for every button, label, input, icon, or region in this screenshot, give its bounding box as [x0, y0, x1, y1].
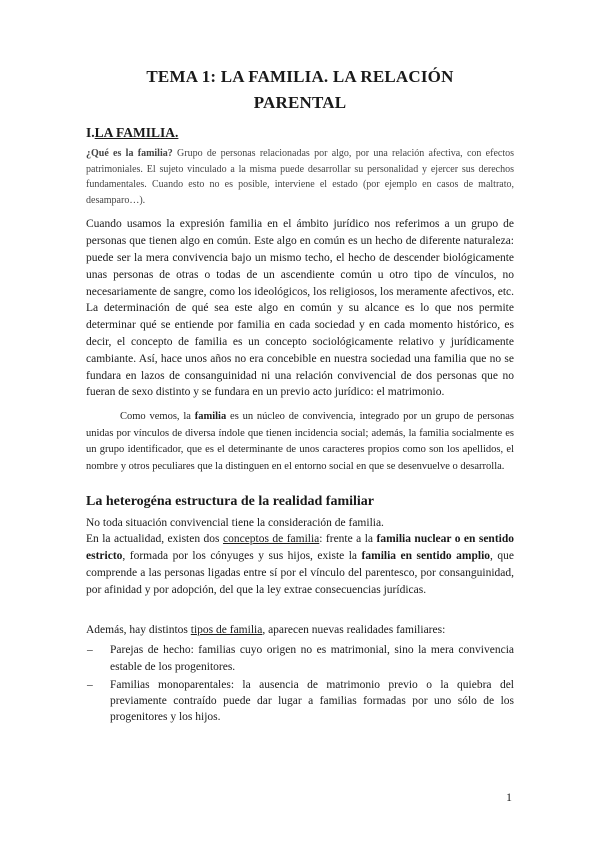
dash-bullet: – — [87, 644, 93, 657]
paragraph-2-bold: familia — [194, 411, 227, 423]
types-paragraph — [86, 622, 514, 639]
section-heading-1 — [86, 124, 514, 142]
paragraph-2 — [86, 409, 514, 475]
intro-paragraph — [86, 146, 514, 208]
section-heading-2: La heterogéna estructura de la realidad familiar — [86, 493, 374, 509]
page-number: 1 — [506, 790, 512, 804]
section-2-line-1: No toda situación convivencial tiene la consideración de familia. — [86, 516, 384, 529]
s2-bold-nuclear: familia nuclear o en sentido estricto — [86, 533, 514, 563]
types-underlined: tipos de familia — [190, 623, 263, 636]
s2-underlined-concepts: conceptos de familia — [222, 533, 320, 546]
list-item — [86, 642, 514, 674]
intro-text: Grupo de personas relacionadas por algo, por una relación afectiva, con efectos patrimoniales. El sujeto vinculado a la misma puede desarrollar su personalidad y ejercer sus derechos fundamentales. Cuando esto no es posible, interviene el estado (por ejemplo en casos de maltrato, desamparo…). — [86, 148, 514, 206]
section-title: LA FAMILIA. — [94, 125, 179, 140]
paragraph-2-text-b: es un núcleo de convivencia, integrado por un grupo de personas unidas por vínculos de diversa índole que tienen incidencia social; además, la familia socialmente es un grupo identificador, que es el determinante de unos caracteres propios como son los apellidos, el nombre y otros peculiares que la distinguen en el entorno social en que se desenvuelve o desarrolla. — [86, 411, 514, 472]
family-types-list — [86, 642, 514, 725]
document-title: TEMA 1: LA FAMILIA. LA RELACIÓN PARENTAL — [146, 67, 454, 112]
list-item-text: Parejas de hecho: familias cuyo origen no es matrimonial, sino la mera convivencia estable de los progenitores. — [110, 644, 514, 673]
document-page — [86, 64, 514, 727]
s2-text-a: En la actualidad, existen dos — [86, 533, 223, 546]
types-text-a: Además, hay distintos — [86, 623, 191, 636]
paragraph-1: Cuando usamos la expresión familia en el ámbito jurídico nos referimos a un grupo de personas que tienen algo en común. Este algo en común es un hecho de diferente naturaleza: puede ser la mera convivencia bajo un mismo techo, el hecho de descender biológicamente unas personas de otras o todas de un ascendiente común u otro tipo de vínculos, no necesariamente de sangre, como los ideológicos, los religiosos, los meramente afectivos, etc. La determinación de qué sea este algo en común y su alcance es lo que nos permite determinar qué se entiende por familia en cada sociedad y en cada momento histórico, es decir, el concepto de familia es un concepto sociológicamente relativo y jurídicamente cambiante. Así, hace unos años no era concebible en nuestra sociedad una familia que no se fundara en lazos de consanguinidad ni una relación convivencial de dos personas que no fueran de sexo distinto y se fundara en un previo acto jurídico: el matrimonio. — [86, 218, 514, 399]
dash-bullet: – — [87, 678, 93, 691]
s2-bold-amplio: familia en sentido amplio — [361, 550, 491, 563]
intro-question: ¿Qué es la familia? — [86, 148, 173, 159]
s2-text-b: : frente a la — [319, 533, 377, 546]
s2-text-c: , formada por los cónyuges y sus hijos, existe la — [122, 550, 362, 563]
list-item — [86, 677, 514, 726]
list-item-text: Familias monoparentales: la ausencia de matrimonio previo o la quiebra del previamente contraído puede dar lugar a familias formadas por uno sólo de los progenitores y los hijos. — [110, 678, 514, 724]
section-number: I. — [86, 125, 95, 140]
s2-text-d: , que comprende a las personas ligadas entre sí por el vínculo del parentesco, por consanguinidad, por afinidad y por adopción, del que la ley extrae consecuencias jurídicas. — [86, 550, 515, 596]
paragraph-2-text-a: Como vemos, la — [120, 411, 195, 423]
section-2-paragraph — [86, 531, 514, 598]
types-text-b: , aparecen nuevas realidades familiares: — [262, 623, 446, 636]
